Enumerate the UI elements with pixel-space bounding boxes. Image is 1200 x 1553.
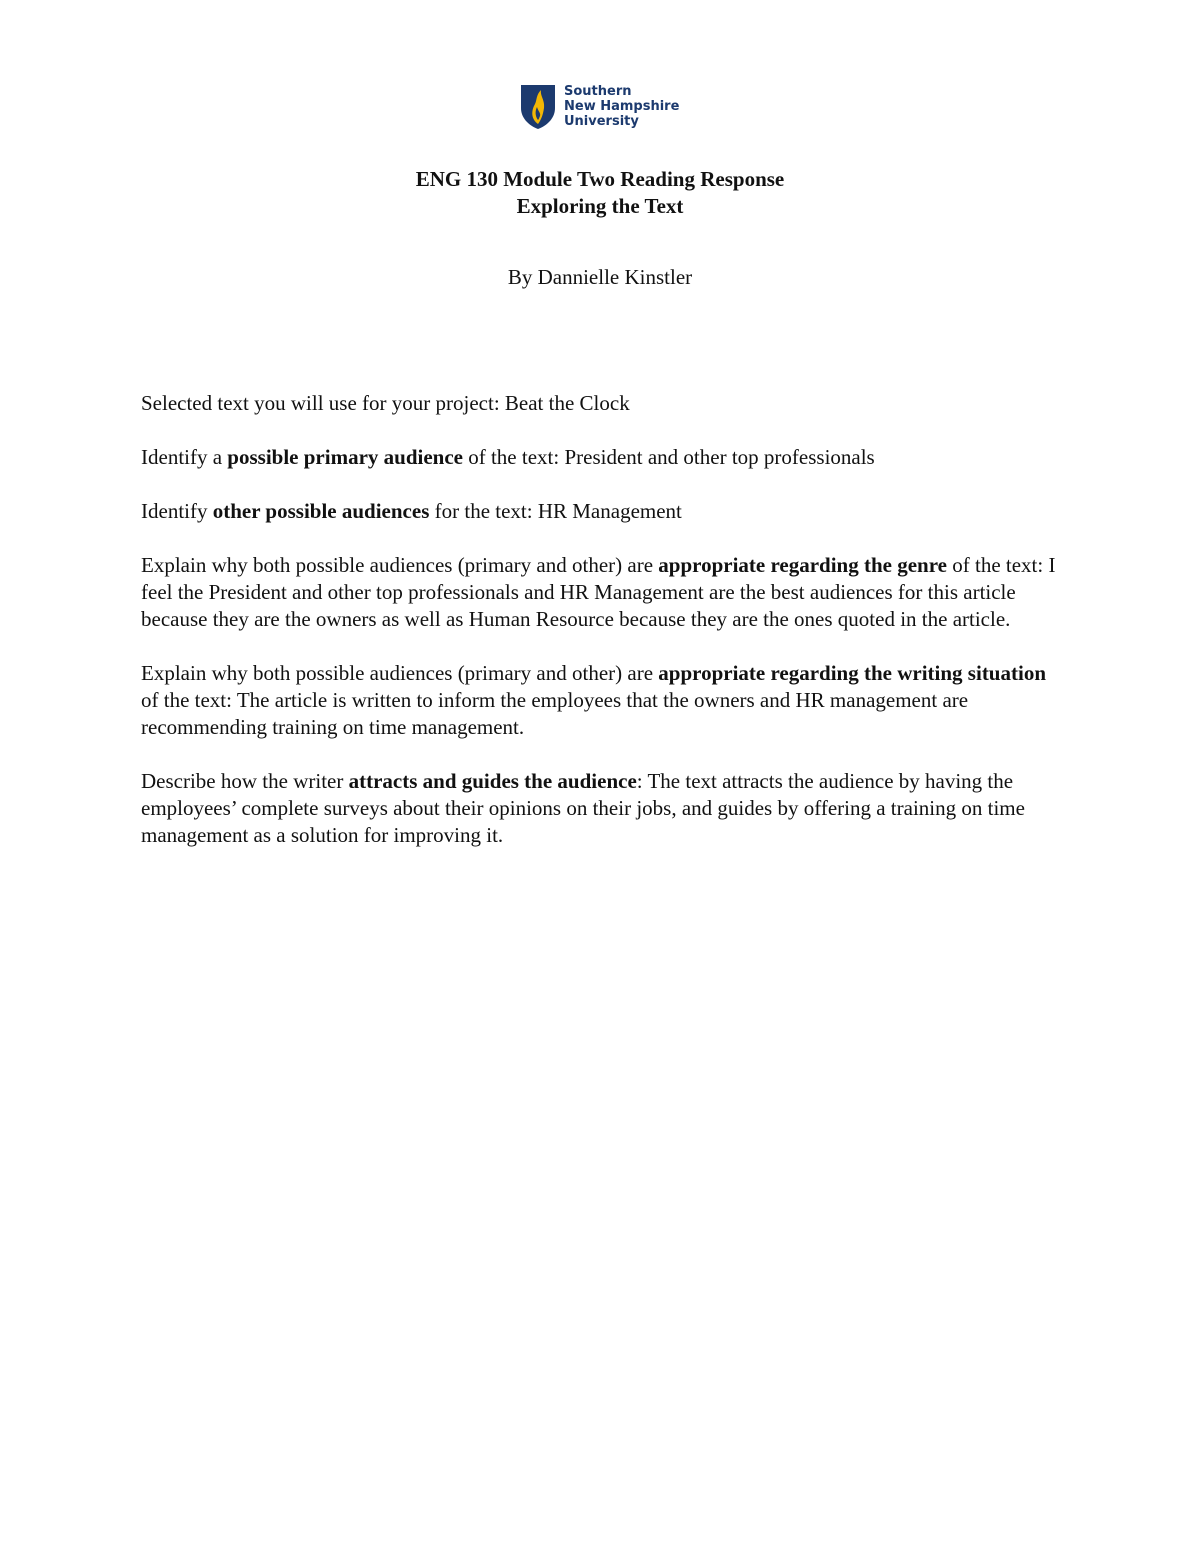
p2-suffix: of the text: President and other top professionals <box>462 445 875 469</box>
p3-bold: other possible audiences <box>212 499 430 523</box>
author-byline: By Dannielle Kinstler <box>507 265 693 289</box>
logo-line-1: Southern <box>564 84 632 99</box>
logo-wordmark <box>564 84 679 129</box>
document-body <box>141 390 1061 876</box>
p4-prefix: Explain why both possible audiences (primary and other) are <box>141 553 659 577</box>
p4-bold: appropriate regarding the genre <box>658 553 947 577</box>
university-logo <box>520 84 679 130</box>
p4-suffix: of the text: I feel the President and other top professionals and HR Management are the best audiences for this article because they are the owners as well as Human Resource because they are the ones quoted in the article. <box>141 553 1056 631</box>
p5-bold: appropriate regarding the writing situation <box>658 661 1046 685</box>
title-line-2: Exploring the Text <box>516 194 684 218</box>
selected-text-paragraph <box>141 390 1061 417</box>
genre-paragraph <box>141 552 1061 633</box>
p6-prefix: Describe how the writer <box>141 769 349 793</box>
logo-line-2: New Hampshire <box>564 99 680 114</box>
p3-suffix: for the text: HR Management <box>429 499 682 523</box>
attracts-guides-paragraph <box>141 768 1061 849</box>
p5-prefix: Explain why both possible audiences (primary and other) are <box>141 661 659 685</box>
p6-bold: attracts and guides the audience <box>348 769 637 793</box>
title-line-1: ENG 130 Module Two Reading Response <box>415 167 785 191</box>
p3-prefix: Identify <box>141 499 213 523</box>
shield-flame-icon <box>520 84 556 130</box>
p6-suffix: : The text attracts the audience by having the employees’ complete surveys about their opinions on their jobs, and guides by offering a training on time management as a solution for improving it. <box>141 769 1025 847</box>
p5-suffix: of the text: The article is written to inform the employees that the owners and HR management are recommending training on time management. <box>141 688 969 739</box>
p1-text: Selected text you will use for your project: Beat the Clock <box>141 391 630 415</box>
writing-situation-paragraph <box>141 660 1061 741</box>
other-audiences-paragraph <box>141 498 1061 525</box>
document-title <box>0 166 1200 220</box>
p2-prefix: Identify a <box>141 445 228 469</box>
primary-audience-paragraph <box>141 444 1061 471</box>
logo-line-3: University <box>564 114 639 129</box>
p2-bold: possible primary audience <box>227 445 463 469</box>
